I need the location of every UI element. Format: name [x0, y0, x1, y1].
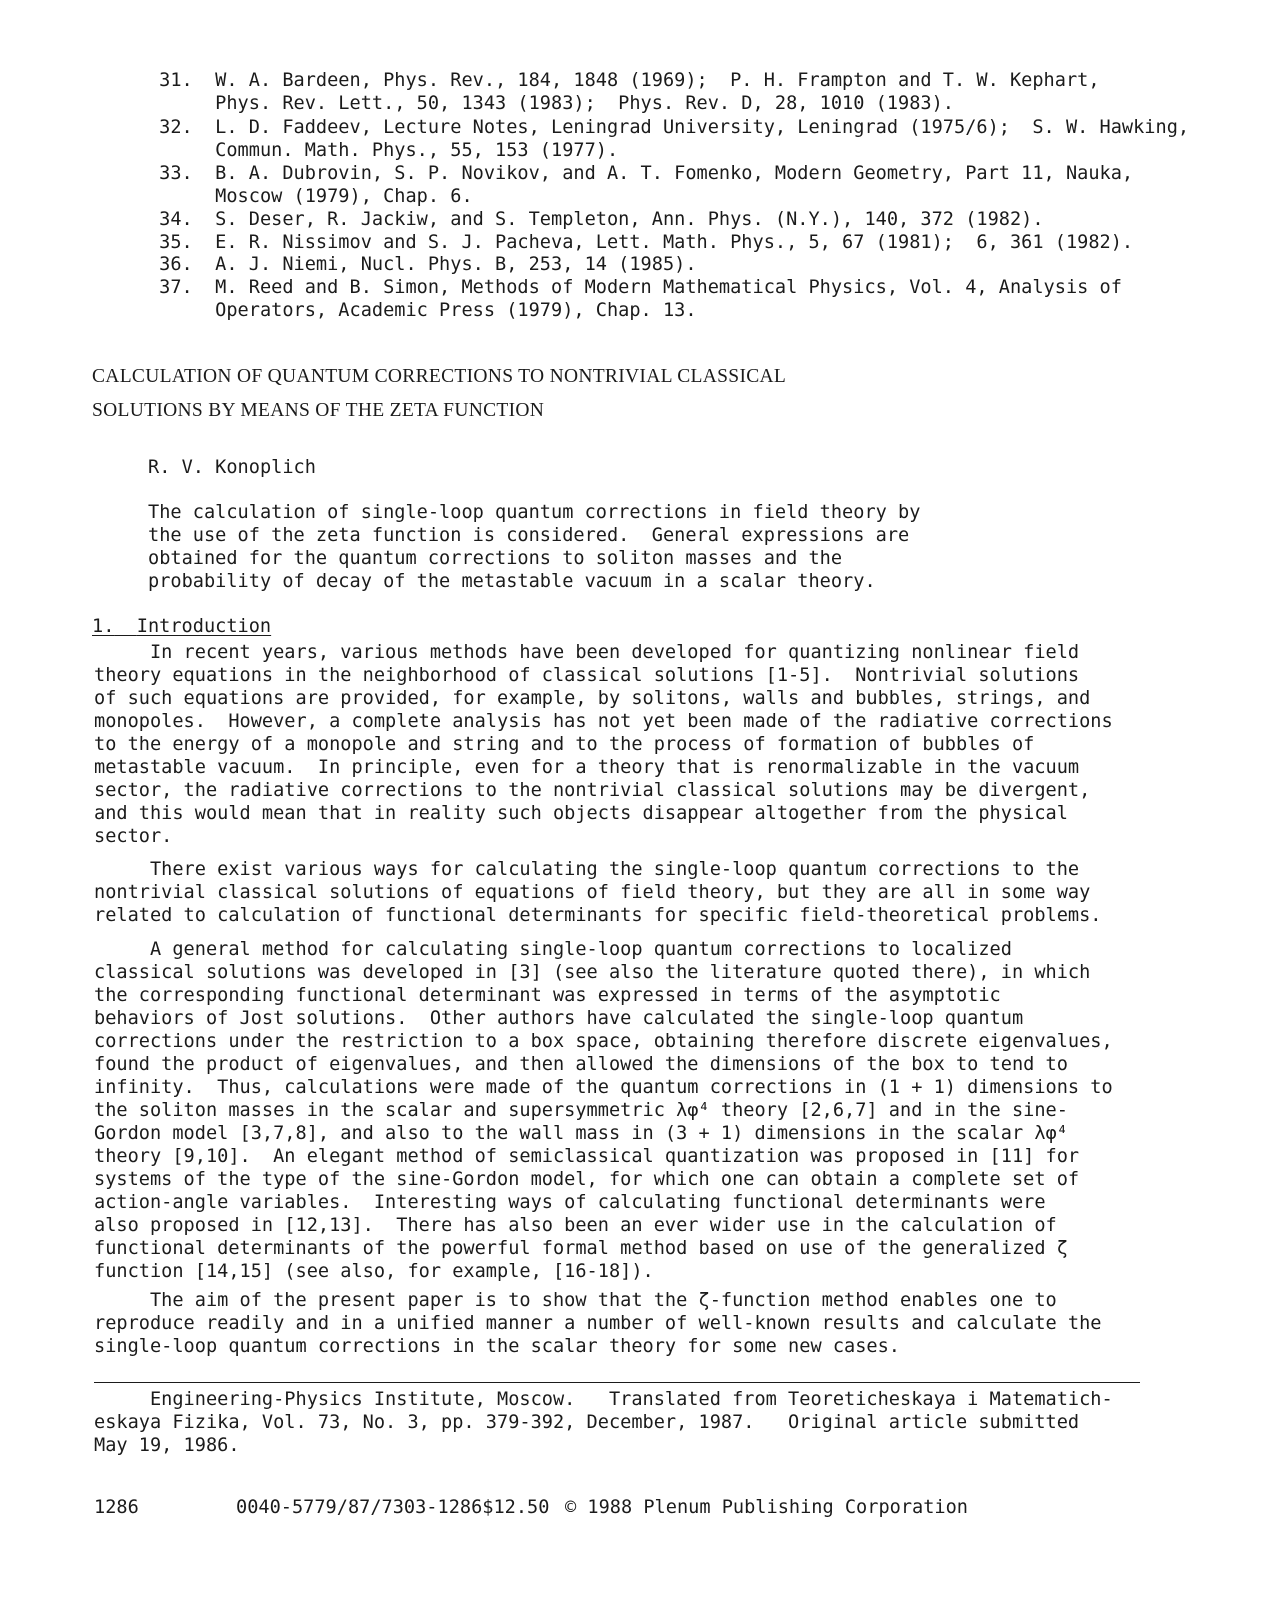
- reference-line: Moscow (1979), Chap. 6.: [215, 186, 473, 207]
- paragraph-line: reproduce readily and in a unified manner a number of well-known results and calculate the: [94, 1313, 1102, 1334]
- paragraph-line: Gordon model [3,7,8], and also to the wall mass in (3 + 1) dimensions in the scalar λφ⁴: [94, 1123, 1068, 1144]
- body-paragraph: [94, 641, 1194, 848]
- footnote: [94, 1388, 1113, 1457]
- reference-line: E. R. Nissimov and S. J. Pacheva, Lett. Math. Phys., 5, 67 (1981); 6, 361 (1982).: [215, 231, 1134, 253]
- body-paragraph: [94, 938, 1194, 1283]
- reference-number: 36.: [159, 253, 193, 275]
- paragraph-line: theory [9,10]. An elegant method of semiclassical quantization was proposed in [11] for: [94, 1146, 1080, 1167]
- body-paragraph: [94, 1289, 1194, 1358]
- section-title: Introduction: [136, 616, 272, 637]
- reference-number: 37.: [159, 276, 193, 298]
- paragraph-line: In recent years, various methods have been developed for quantizing nonlinear field: [94, 642, 1080, 663]
- abstract-line: The calculation of single-loop quantum corrections in field theory by: [148, 502, 921, 523]
- paragraph-line: action-angle variables. Interesting ways of calculating functional determinants were: [94, 1192, 1046, 1213]
- reference-number: 33.: [159, 162, 193, 184]
- body-paragraph: [94, 858, 1194, 927]
- reference-line: Phys. Rev. Lett., 50, 1343 (1983); Phys. Rev. D, 28, 1010 (1983).: [215, 93, 955, 114]
- paragraph-line: to the energy of a monopole and string and to the process of formation of bubbles of: [94, 734, 1035, 755]
- paragraph-line: related to calculation of functional determinants for specific field-theoretical problems.: [94, 905, 1102, 926]
- reference-line: Operators, Academic Press (1979), Chap. 13.: [215, 300, 697, 321]
- abstract: [148, 501, 920, 593]
- paragraph-line: and this would mean that in reality such objects disappear altogether from the physical: [94, 803, 1068, 824]
- paragraph-line: There exist various ways for calculating the single-loop quantum corrections to the: [94, 859, 1080, 880]
- reference-line: L. D. Faddeev, Lecture Notes, Leningrad University, Leningrad (1975/6); S. W. Hawking,: [215, 116, 1190, 138]
- article-author: R. V. Konoplich: [148, 457, 316, 478]
- reference-number: 32.: [159, 116, 193, 138]
- reference-item: [92, 252, 1182, 346]
- reference-line: W. A. Bardeen, Phys. Rev., 184, 1848 (1969); P. H. Frampton and T. W. Kephart,: [215, 69, 1100, 91]
- abstract-line: the use of the zeta function is considered. General expressions are: [148, 525, 910, 546]
- paragraph-line: corrections under the restriction to a box space, obtaining therefore discrete eigenvalues,: [94, 1031, 1113, 1052]
- paragraph-line: the corresponding functional determinant was expressed in terms of the asymptotic: [94, 985, 1001, 1006]
- section-number: 1.: [92, 616, 115, 637]
- paragraph-line: nontrivial classical solutions of equations of field theory, but they are all in some way: [94, 882, 1091, 903]
- paragraph-line: also proposed in [12,13]. There has also been an ever wider use in the calculation of: [94, 1215, 1057, 1236]
- section-heading: [92, 615, 271, 638]
- paragraph-line: functional determinants of the powerful formal method based on use of the generalized ζ: [94, 1238, 1068, 1259]
- reference-line: M. Reed and B. Simon, Methods of Modern Mathematical Physics, Vol. 4, Analysis of: [215, 276, 1122, 298]
- paragraph-line: classical solutions was developed in [3] (see also the literature quoted there), in which: [94, 962, 1091, 983]
- paragraph-line: systems of the type of the sine-Gordon model, for which one can obtain a complete set of: [94, 1169, 1080, 1190]
- reference-line: S. Deser, R. Jackiw, and S. Templeton, Ann. Phys. (N.Y.), 140, 372 (1982).: [215, 208, 1044, 230]
- paragraph-line: single-loop quantum corrections in the scalar theory for some new cases.: [94, 1336, 900, 1357]
- paragraph-line: of such equations are provided, for example, by solitons, walls and bubbles, strings, and: [94, 688, 1091, 709]
- paragraph-line: theory equations in the neighborhood of classical solutions [1-5]. Nontrivial solutions: [94, 665, 1080, 686]
- article-title-line-1: CALCULATION OF QUANTUM CORRECTIONS TO NONTRIVIAL CLASSICAL: [92, 366, 787, 387]
- reference-line: Commun. Math. Phys., 55, 153 (1977).: [215, 140, 619, 161]
- reference-line: B. A. Dubrovin, S. P. Novikov, and A. T. Fomenko, Modern Geometry, Part 11, Nauka,: [215, 162, 1134, 184]
- paragraph-line: the soliton masses in the scalar and supersymmetric λφ⁴ theory [2,6,7] and in the sine-: [94, 1100, 1068, 1121]
- abstract-line: obtained for the quantum corrections to soliton masses and the: [148, 548, 843, 569]
- copyright-notice: © 1988 Plenum Publishing Corporation: [565, 1497, 968, 1518]
- article-title-line-2: SOLUTIONS BY MEANS OF THE ZETA FUNCTION: [92, 400, 545, 421]
- paragraph-line: sector, the radiative corrections to the nontrivial classical solutions may be divergent,: [94, 780, 1091, 801]
- paragraph-line: function [14,15] (see also, for example, [16-18]).: [94, 1261, 654, 1282]
- paragraph-line: sector.: [94, 826, 173, 847]
- paragraph-line: infinity. Thus, calculations were made of the quantum corrections in (1 + 1) dimensions to: [94, 1077, 1113, 1098]
- footnote-line: May 19, 1986.: [94, 1435, 240, 1456]
- reference-number: 31.: [159, 69, 193, 91]
- paragraph-line: metastable vacuum. In principle, even for a theory that is renormalizable in the vacuum: [94, 757, 1080, 778]
- page-number: 1286: [94, 1497, 139, 1518]
- paragraph-line: A general method for calculating single-loop quantum corrections to localized: [94, 939, 1012, 960]
- reference-number: 34.: [159, 208, 193, 230]
- reference-number: 35.: [159, 231, 193, 253]
- footnote-line: Engineering-Physics Institute, Moscow. Translated from Teoreticheskaya i Matematich-: [94, 1389, 1113, 1410]
- footnote-line: eskaya Fizika, Vol. 73, No. 3, pp. 379-392, December, 1987. Original article submitted: [94, 1412, 1080, 1433]
- abstract-line: probability of decay of the metastable vacuum in a scalar theory.: [148, 571, 876, 592]
- paragraph-line: found the product of eigenvalues, and then allowed the dimensions of the box to tend to: [94, 1054, 1068, 1075]
- paragraph-line: The aim of the present paper is to show that the ζ-function method enables one to: [94, 1290, 1057, 1311]
- footnote-divider: [94, 1382, 1140, 1383]
- reference-line: A. J. Niemi, Nucl. Phys. B, 253, 14 (1985).: [215, 253, 697, 275]
- paragraph-line: behaviors of Jost solutions. Other authors have calculated the single-loop quantum: [94, 1008, 1024, 1029]
- article-code: 0040-5779/87/7303-1286$12.50: [236, 1497, 550, 1518]
- paragraph-line: monopoles. However, a complete analysis has not yet been made of the radiative corrections: [94, 711, 1113, 732]
